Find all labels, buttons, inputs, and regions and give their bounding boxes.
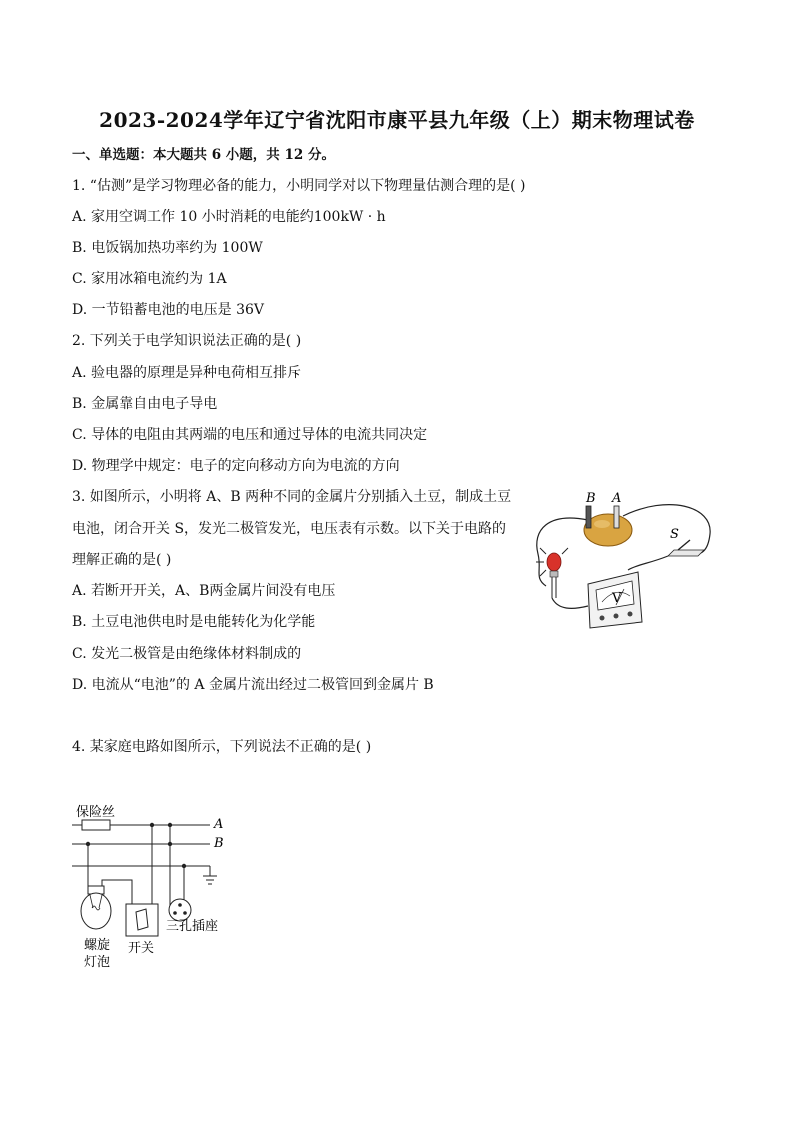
- led-icon: [547, 553, 561, 571]
- potato-battery-figure: [528, 486, 728, 634]
- q1-option-a: A. 家用空调工作 10 小时消耗的电能约100kW · h: [72, 209, 386, 225]
- exam-title: 2023-2024学年辽宁省沈阳市康平县九年级（上）期末物理试卷: [99, 108, 695, 132]
- q3-option-d: D. 电流从“电池”的 A 金属片流出经过二极管回到金属片 B: [72, 677, 434, 693]
- q1-option-d: D. 一节铅蓄电池的电压是 36V: [72, 302, 265, 318]
- section-heading: 一、单选题：本大题共 6 小题，共 12 分。: [72, 147, 335, 163]
- switch-caption: 开关: [128, 940, 155, 955]
- spiral-bulb-icon: [81, 886, 111, 929]
- q4-stem: 4. 某家庭电路如图所示，下列说法不正确的是( ): [72, 739, 372, 755]
- metal-plate-a-icon: [614, 506, 619, 528]
- voltmeter-v-label: V: [612, 591, 622, 606]
- q2-stem: 2. 下列关于电学知识说法正确的是( ): [72, 333, 302, 349]
- socket-label: 三孔插座: [166, 918, 219, 933]
- plate-b-label: B: [586, 491, 596, 506]
- switch-icon: [668, 550, 704, 556]
- q1-option-c: C. 家用冰箱电流约为 1A: [72, 271, 227, 287]
- q1-option-b: B. 电饭锅加热功率约为 100W: [72, 240, 263, 256]
- metal-plate-b-icon: [586, 506, 591, 528]
- bulb-label-line-2: 灯泡: [84, 954, 111, 969]
- switch-label: S: [670, 527, 679, 542]
- plate-a-label: A: [612, 491, 622, 506]
- q2-option-b: B. 金属靠自由电子导电: [72, 396, 218, 412]
- q2-option-c: C. 导体的电阻由其两端的电压和通过导体的电流共同决定: [72, 427, 428, 443]
- line-b-label: B: [214, 836, 224, 851]
- q3-option-c: C. 发光二极管是由绝缘体材料制成的: [72, 646, 302, 662]
- q3-option-a: A. 若断开开关，A、B两金属片间没有电压: [72, 583, 336, 599]
- household-circuit-figure: [60, 796, 240, 976]
- q3-stem-line-2: 电池，闭合开关 S，发光二极管发光，电压表有示数。以下关于电路的: [72, 521, 507, 537]
- fuse-icon: [82, 820, 110, 830]
- fuse-label: 保险丝: [76, 804, 116, 819]
- bulb-label-line-1: 螺旋: [84, 937, 111, 952]
- q3-stem-line-3: 理解正确的是( ): [72, 552, 172, 568]
- q2-option-d: D. 物理学中规定：电子的定向移动方向为电流的方向: [72, 458, 400, 474]
- q1-stem: 1. “估测”是学习物理必备的能力，小明同学对以下物理量估测合理的是( ): [72, 178, 526, 194]
- q2-option-a: A. 验电器的原理是异种电荷相互排斥: [72, 365, 302, 381]
- q3-option-b: B. 土豆电池供电时是电能转化为化学能: [72, 614, 316, 630]
- q3-stem-line-1: 3. 如图所示，小明将 A、B 两种不同的金属片分别插入土豆，制成土豆: [72, 489, 512, 505]
- line-a-label: A: [214, 817, 224, 832]
- voltmeter-icon: [588, 572, 642, 628]
